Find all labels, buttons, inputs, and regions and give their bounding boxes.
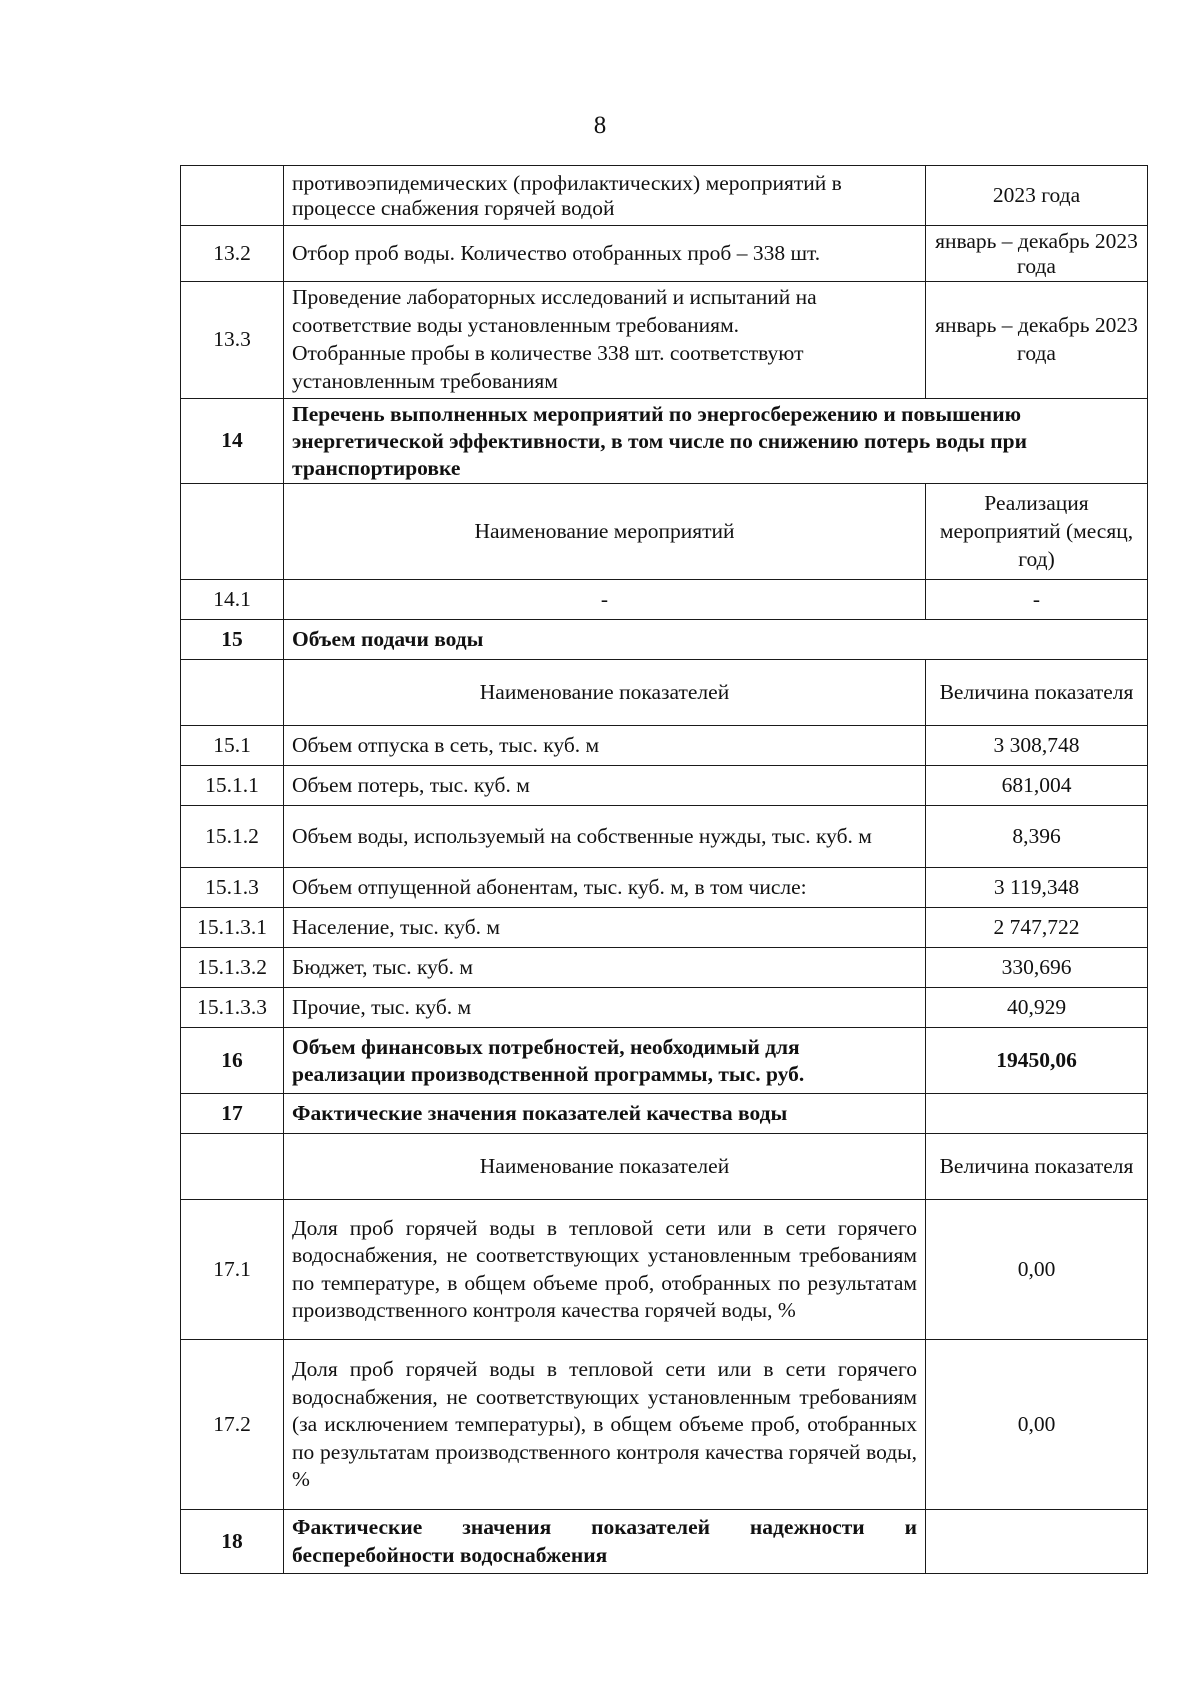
row-value: январь – декабрь 2023 года	[926, 226, 1148, 282]
section-number: 17	[181, 1094, 284, 1134]
header-value: Величина показателя	[926, 1134, 1148, 1200]
row-value: -	[926, 580, 1148, 620]
row-value: 0,00	[926, 1340, 1148, 1510]
row-value: 0,00	[926, 1200, 1148, 1340]
table-row	[181, 1340, 1148, 1510]
row-text: Объем потерь, тыс. куб. м	[284, 766, 926, 806]
header-name: Наименование показателей	[284, 1134, 926, 1200]
row-value: 2023 года	[926, 166, 1148, 226]
section-row	[181, 1028, 1148, 1094]
section-number: 14	[181, 398, 284, 484]
row-value: январь – декабрь 2023 года	[926, 282, 1148, 399]
row-value: 330,696	[926, 948, 1148, 988]
row-text: Объем отпуска в сеть, тыс. куб. м	[284, 726, 926, 766]
row-value: 19450,06	[926, 1028, 1148, 1094]
section-title: Объем финансовых потребностей, необходимый для реализации производственной программы, тыс. руб.	[284, 1028, 926, 1094]
row-text	[284, 282, 926, 399]
table-row	[181, 766, 1148, 806]
row-value: 681,004	[926, 766, 1148, 806]
row-text: Население, тыс. куб. м	[284, 908, 926, 948]
row-number: 13.3	[181, 282, 284, 399]
row-value-empty	[926, 1510, 1148, 1574]
table-row	[181, 908, 1148, 948]
row-text: противоэпидемических (профилактических) мероприятий в процессе снабжения горячей водой	[284, 166, 926, 226]
section-title: Объем подачи воды	[284, 620, 1148, 660]
row-value-empty	[926, 1094, 1148, 1134]
row-text: -	[284, 580, 926, 620]
row-text: Объем отпущенной абонентам, тыс. куб. м, в том числе:	[284, 868, 926, 908]
section-row	[181, 620, 1148, 660]
page-number: 8	[593, 112, 607, 139]
table-row	[181, 988, 1148, 1028]
table-row	[181, 226, 1148, 282]
row-text: Прочие, тыс. куб. м	[284, 988, 926, 1028]
row-number: 15.1.3.2	[181, 948, 284, 988]
header-row	[181, 1134, 1148, 1200]
section-number: 18	[181, 1510, 284, 1574]
row-value: 3 119,348	[926, 868, 1148, 908]
section-title: Перечень выполненных мероприятий по энергосбережению и повышению энергетической эффективности, в том числе по снижению потерь воды при транспортировке	[284, 398, 1148, 484]
header-row	[181, 660, 1148, 726]
table-row	[181, 948, 1148, 988]
row-value: 2 747,722	[926, 908, 1148, 948]
header-empty	[181, 660, 284, 726]
header-empty	[181, 484, 284, 580]
header-name: Наименование показателей	[284, 660, 926, 726]
row-number: 15.1.2	[181, 806, 284, 868]
header-value: Реализация мероприятий (месяц, год)	[926, 484, 1148, 580]
row-number: 15.1.3.1	[181, 908, 284, 948]
row-value: 8,396	[926, 806, 1148, 868]
section-row	[181, 1094, 1148, 1134]
row-text: Бюджет, тыс. куб. м	[284, 948, 926, 988]
table-row	[181, 1200, 1148, 1340]
table-row	[181, 166, 1148, 226]
section-number: 16	[181, 1028, 284, 1094]
section-row	[181, 1510, 1148, 1574]
row-number: 15.1.1	[181, 766, 284, 806]
row-text: Отбор проб воды. Количество отобранных проб – 338 шт.	[284, 226, 926, 282]
header-value: Величина показателя	[926, 660, 1148, 726]
table-row	[181, 580, 1148, 620]
row-text-line: Проведение лабораторных исследований и испытаний на соответствие воды установленным требованиям.	[292, 285, 817, 337]
row-number: 14.1	[181, 580, 284, 620]
row-number: 17.2	[181, 1340, 284, 1510]
row-number: 15.1.3	[181, 868, 284, 908]
row-text: Доля проб горячей воды в тепловой сети или в сети горячего водоснабжения, не соответствующих установленным требованиям по температуре, в общем объеме проб, отобранных по результатам производственного контроля качества горячей воды, %	[284, 1200, 926, 1340]
table-row	[181, 806, 1148, 868]
table-row	[181, 726, 1148, 766]
row-value: 40,929	[926, 988, 1148, 1028]
header-empty	[181, 1134, 284, 1200]
row-text: Объем воды, используемый на собственные нужды, тыс. куб. м	[284, 806, 926, 868]
row-text: Доля проб горячей воды в тепловой сети или в сети горячего водоснабжения, не соответствующих установленным требованиям (за исключением температуры), в общем объеме проб, отобранных по результатам производственного контроля качества горячей воды, %	[284, 1340, 926, 1510]
row-number: 13.2	[181, 226, 284, 282]
row-value: 3 308,748	[926, 726, 1148, 766]
table-row	[181, 282, 1148, 399]
header-name: Наименование мероприятий	[284, 484, 926, 580]
section-row	[181, 398, 1148, 484]
table-row	[181, 868, 1148, 908]
row-text-line: Отобранные пробы в количестве 338 шт. соответствуют установленным требованиям	[292, 340, 804, 393]
section-title: Фактические значения показателей надежности и бесперебойности водоснабжения	[284, 1510, 926, 1574]
row-number: 15.1.3.3	[181, 988, 284, 1028]
row-number	[181, 166, 284, 226]
row-number: 15.1	[181, 726, 284, 766]
section-number: 15	[181, 620, 284, 660]
header-row	[181, 484, 1148, 580]
section-title: Фактические значения показателей качества воды	[284, 1094, 926, 1134]
row-number: 17.1	[181, 1200, 284, 1340]
program-table	[180, 165, 1148, 1574]
